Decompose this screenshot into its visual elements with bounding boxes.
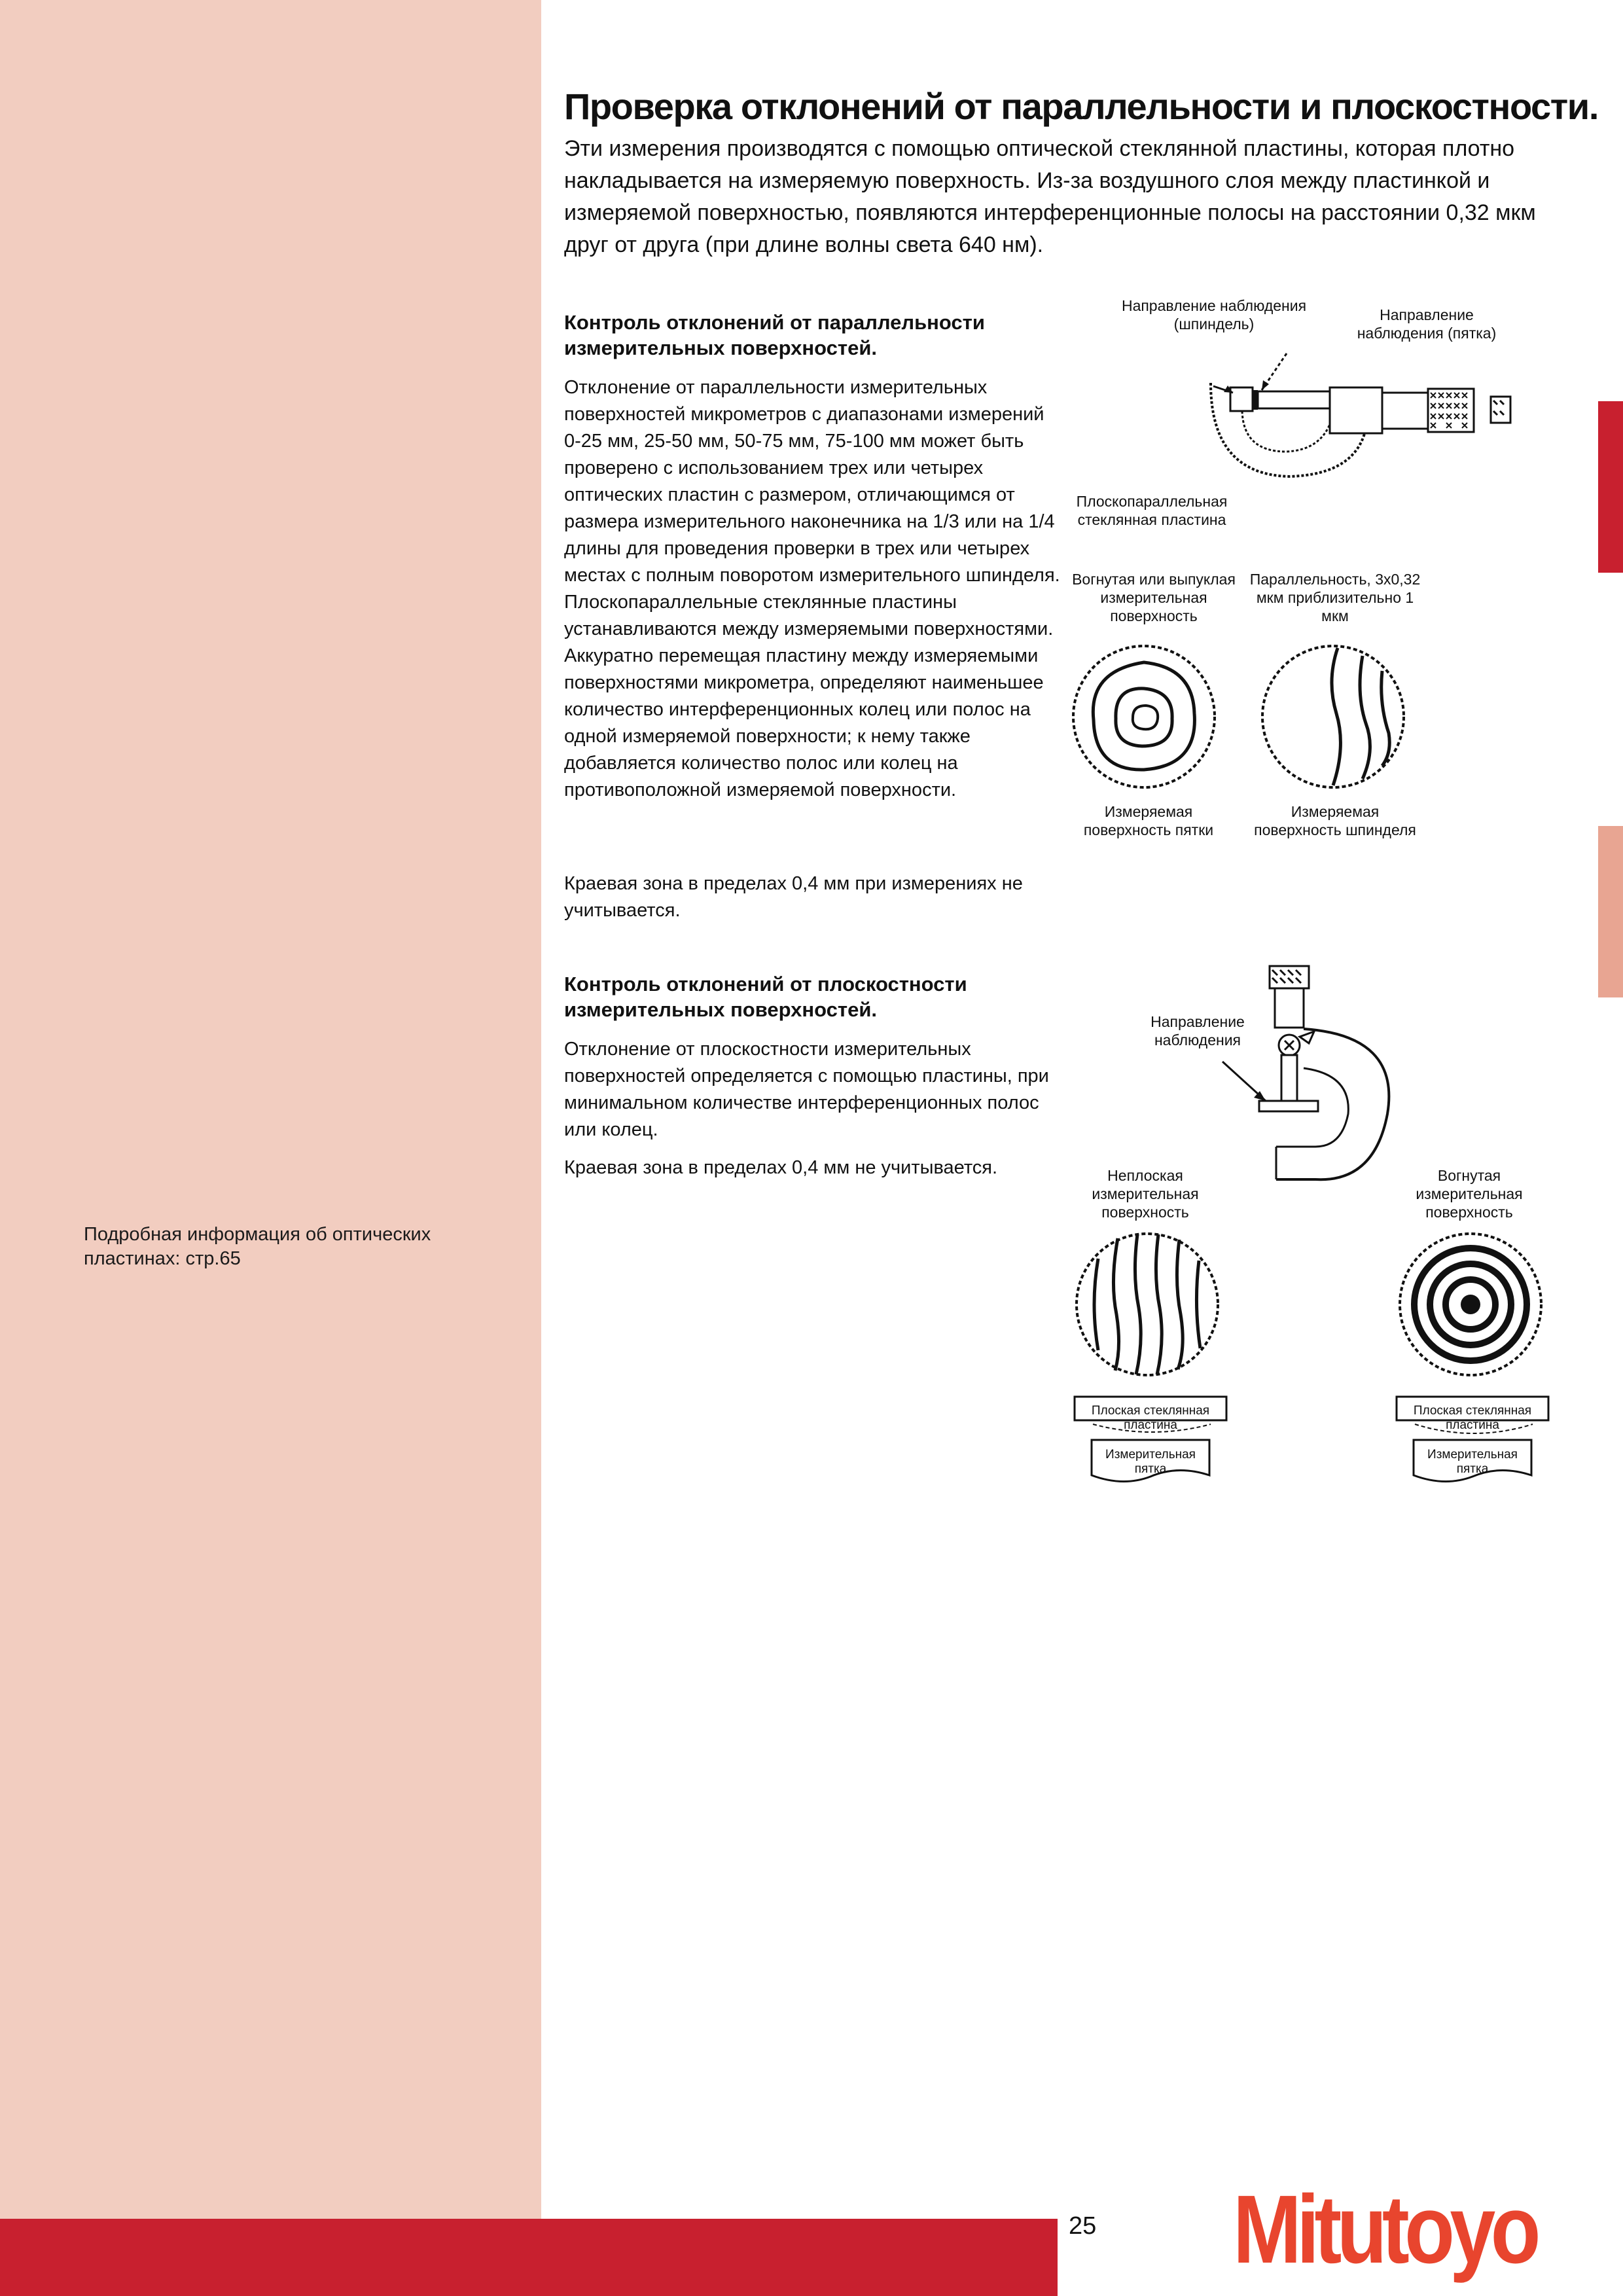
- label-glass-plate: Плоскопараллельная стеклянная пластина: [1076, 493, 1228, 528]
- section-tab-active[interactable]: [1598, 401, 1623, 573]
- page-title: Проверка отклонений от параллельности и плоскостности.: [564, 86, 1598, 127]
- section2-paragraph2: Краевая зона в пределах 0,4 мм не учитывается.: [564, 1157, 998, 1178]
- section2-title: Контроль отклонений от плоскостности измерительных поверхностей.: [564, 973, 967, 1021]
- label-concave-convex: Вогнутая или выпуклая измерительная поверхность: [1072, 571, 1236, 624]
- label-concave-surface: Вогнутая измерительная поверхность: [1416, 1167, 1523, 1221]
- anvil-surface-rings: [1069, 641, 1219, 792]
- section-tab[interactable]: [1598, 826, 1623, 997]
- label-glass-plate-right: Плоская стеклянная пластина: [1413, 1404, 1532, 1432]
- nonflat-surface-fringes: [1072, 1229, 1222, 1380]
- label-anvil-right: Измерительная пятка: [1427, 1448, 1518, 1476]
- intro-paragraph: Эти измерения производятся с помощью оптической стеклянной пластины, которая плотно накладывается на измеряемую поверхность. Из-за воздушного слоя между пластинкой и измеряемой поверхностью, появляются интерференционные полосы на расстоянии 0,32 мкм друг от друга (при длине волны света 640 нм).: [564, 136, 1536, 257]
- label-view-spindle: Направление наблюдения (шпиндель): [1121, 297, 1307, 332]
- label-view-anvil: Направление наблюдения (пятка): [1357, 306, 1497, 342]
- page-number: 25: [1069, 2212, 1097, 2240]
- micrometer-drawing: [1204, 334, 1558, 504]
- label-anvil-surface: Измеряемая поверхность пятки: [1083, 803, 1214, 838]
- label-view-direction: Направление наблюдения: [1150, 1013, 1245, 1049]
- section1-title: Контроль отклонений от параллельности измерительных поверхностей.: [564, 311, 985, 359]
- section1-paragraph1: Отклонение от параллельности измерительных поверхностей микрометров с диапазонами измерений 0-25 мм, 25-50 мм, 50-75 мм, 75-100 мм может быть проверено с использованием трех или четырех оптических пластин с размером, отличающимся от размера измерительного наконечника на 1/3 или на 1/4 длины для проведения проверки в трех или четырех местах с полным поворотом измерительного шпинделя. Плоскопараллельные стеклянные пластины устанавливаются между измеряемыми поверхностями. Аккуратно перемещая пластину между измеряемыми поверхностями микрометра, определяют наименьшее количество интерференционных колец или полос на одной измеряемой поверхности; к нему также добавляется количество полос или колец на противоположной измеряемой поверхности.: [564, 377, 1060, 800]
- concave-surface-rings: [1395, 1229, 1546, 1380]
- label-glass-plate-left: Плоская стеклянная пластина: [1091, 1404, 1210, 1432]
- label-spindle-surface: Измеряемая поверхность шпинделя: [1254, 803, 1416, 838]
- side-panel: [0, 0, 541, 2296]
- side-note-optical-plates: Подробная информация об оптических пластинах: стр.65: [84, 1224, 431, 1269]
- label-parallelism: Параллельность, 3х0,32 мкм приблизительно 1 мкм: [1249, 571, 1421, 624]
- label-nonflat-surface: Неплоская измерительная поверхность: [1092, 1167, 1199, 1221]
- spindle-surface-fringes: [1258, 641, 1408, 792]
- section2-paragraph1: Отклонение от плоскостности измерительных поверхностей определяется с помощью пластины, при минимальном количестве интерференционных полос или колец.: [564, 1039, 1049, 1140]
- micrometer-flatness-drawing: [1224, 963, 1407, 1193]
- label-anvil-left: Измерительная пятка: [1105, 1448, 1196, 1476]
- mitutoyo-logo: Mitutoyo: [1233, 2176, 1536, 2284]
- footer-bar: [0, 2219, 1058, 2296]
- section1-paragraph2: Краевая зона в пределах 0,4 мм при измерениях не учитывается.: [564, 873, 1023, 921]
